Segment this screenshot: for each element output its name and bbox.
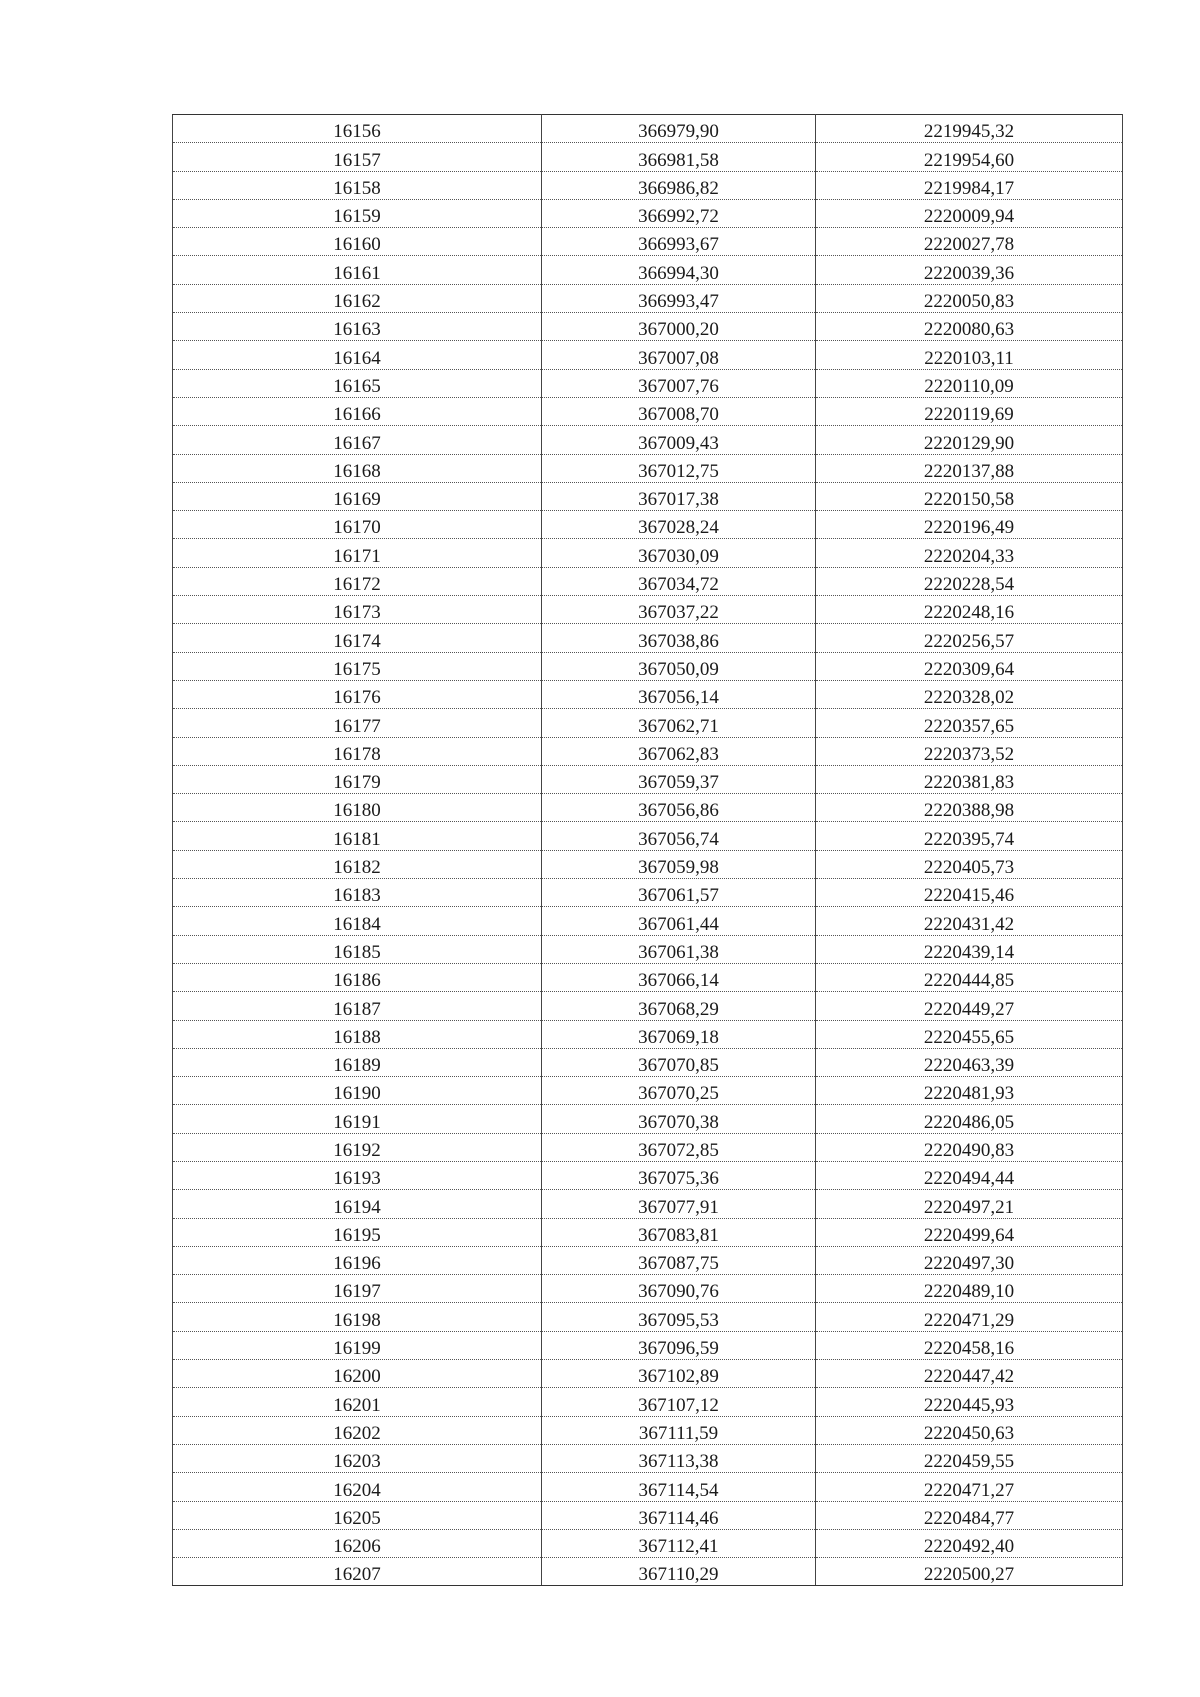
x-coordinate-cell: 367069,18 <box>542 1020 816 1048</box>
table-row <box>173 596 1123 624</box>
table-row <box>173 1161 1123 1189</box>
point-number-cell: 16171 <box>173 539 542 567</box>
x-coordinate-cell: 367068,29 <box>542 992 816 1020</box>
point-number-cell: 16168 <box>173 454 542 482</box>
y-coordinate-cell: 2220431,42 <box>816 907 1123 935</box>
table-row <box>173 1303 1123 1331</box>
point-number-cell: 16179 <box>173 765 542 793</box>
y-coordinate-cell: 2220248,16 <box>816 596 1123 624</box>
point-number-cell: 16198 <box>173 1303 542 1331</box>
y-coordinate-cell: 2220050,83 <box>816 284 1123 312</box>
point-number-cell: 16204 <box>173 1473 542 1501</box>
y-coordinate-cell: 2220490,83 <box>816 1133 1123 1161</box>
x-coordinate-cell: 367090,76 <box>542 1275 816 1303</box>
y-coordinate-cell: 2220494,44 <box>816 1161 1123 1189</box>
x-coordinate-cell: 367095,53 <box>542 1303 816 1331</box>
table-row <box>173 1048 1123 1076</box>
point-number-cell: 16174 <box>173 624 542 652</box>
x-coordinate-cell: 367038,86 <box>542 624 816 652</box>
x-coordinate-cell: 367070,38 <box>542 1105 816 1133</box>
point-number-cell: 16194 <box>173 1190 542 1218</box>
point-number-cell: 16182 <box>173 850 542 878</box>
table-row <box>173 1388 1123 1416</box>
y-coordinate-cell: 2219945,32 <box>816 115 1123 143</box>
table-row <box>173 115 1123 143</box>
x-coordinate-cell: 367037,22 <box>542 596 816 624</box>
x-coordinate-cell: 366986,82 <box>542 171 816 199</box>
y-coordinate-cell: 2220137,88 <box>816 454 1123 482</box>
y-coordinate-cell: 2220309,64 <box>816 652 1123 680</box>
x-coordinate-cell: 367096,59 <box>542 1331 816 1359</box>
x-coordinate-cell: 367061,57 <box>542 879 816 907</box>
table-row <box>173 907 1123 935</box>
y-coordinate-cell: 2220110,09 <box>816 369 1123 397</box>
table-row <box>173 709 1123 737</box>
table-row <box>173 765 1123 793</box>
point-number-cell: 16160 <box>173 228 542 256</box>
x-coordinate-cell: 367000,20 <box>542 313 816 341</box>
x-coordinate-cell: 367059,98 <box>542 850 816 878</box>
table-row <box>173 256 1123 284</box>
x-coordinate-cell: 367072,85 <box>542 1133 816 1161</box>
point-number-cell: 16173 <box>173 596 542 624</box>
table-row <box>173 992 1123 1020</box>
y-coordinate-cell: 2220444,85 <box>816 963 1123 991</box>
y-coordinate-cell: 2220481,93 <box>816 1077 1123 1105</box>
y-coordinate-cell: 2220150,58 <box>816 482 1123 510</box>
point-number-cell: 16157 <box>173 143 542 171</box>
y-coordinate-cell: 2220119,69 <box>816 397 1123 425</box>
y-coordinate-cell: 2220471,27 <box>816 1473 1123 1501</box>
table-row <box>173 1558 1123 1586</box>
y-coordinate-cell: 2220492,40 <box>816 1529 1123 1557</box>
y-coordinate-cell: 2220415,46 <box>816 879 1123 907</box>
y-coordinate-cell: 2220489,10 <box>816 1275 1123 1303</box>
table-row <box>173 935 1123 963</box>
table-row <box>173 624 1123 652</box>
x-coordinate-cell: 367077,91 <box>542 1190 816 1218</box>
table-row <box>173 1416 1123 1444</box>
y-coordinate-cell: 2220447,42 <box>816 1360 1123 1388</box>
x-coordinate-cell: 367012,75 <box>542 454 816 482</box>
y-coordinate-cell: 2220497,30 <box>816 1246 1123 1274</box>
x-coordinate-cell: 367062,71 <box>542 709 816 737</box>
point-number-cell: 16170 <box>173 511 542 539</box>
x-coordinate-cell: 367007,08 <box>542 341 816 369</box>
table-row <box>173 1246 1123 1274</box>
table-row <box>173 426 1123 454</box>
table-row <box>173 1020 1123 1048</box>
y-coordinate-cell: 2220455,65 <box>816 1020 1123 1048</box>
x-coordinate-cell: 367070,25 <box>542 1077 816 1105</box>
x-coordinate-cell: 367061,44 <box>542 907 816 935</box>
x-coordinate-cell: 367087,75 <box>542 1246 816 1274</box>
y-coordinate-cell: 2220388,98 <box>816 794 1123 822</box>
y-coordinate-cell: 2219984,17 <box>816 171 1123 199</box>
x-coordinate-cell: 367113,38 <box>542 1444 816 1472</box>
point-number-cell: 16201 <box>173 1388 542 1416</box>
table-row <box>173 794 1123 822</box>
table-row <box>173 737 1123 765</box>
point-number-cell: 16161 <box>173 256 542 284</box>
y-coordinate-cell: 2220395,74 <box>816 822 1123 850</box>
point-number-cell: 16183 <box>173 879 542 907</box>
point-number-cell: 16186 <box>173 963 542 991</box>
point-number-cell: 16158 <box>173 171 542 199</box>
point-number-cell: 16163 <box>173 313 542 341</box>
x-coordinate-cell: 367112,41 <box>542 1529 816 1557</box>
table-row <box>173 1473 1123 1501</box>
y-coordinate-cell: 2220204,33 <box>816 539 1123 567</box>
table-row <box>173 1275 1123 1303</box>
x-coordinate-cell: 366992,72 <box>542 199 816 227</box>
table-row <box>173 539 1123 567</box>
table-row <box>173 1529 1123 1557</box>
y-coordinate-cell: 2220484,77 <box>816 1501 1123 1529</box>
table-row <box>173 228 1123 256</box>
x-coordinate-cell: 366979,90 <box>542 115 816 143</box>
point-number-cell: 16207 <box>173 1558 542 1586</box>
x-coordinate-cell: 367017,38 <box>542 482 816 510</box>
point-number-cell: 16190 <box>173 1077 542 1105</box>
point-number-cell: 16172 <box>173 567 542 595</box>
table-row <box>173 1444 1123 1472</box>
y-coordinate-cell: 2220009,94 <box>816 199 1123 227</box>
x-coordinate-cell: 366993,47 <box>542 284 816 312</box>
point-number-cell: 16178 <box>173 737 542 765</box>
x-coordinate-cell: 367059,37 <box>542 765 816 793</box>
point-number-cell: 16162 <box>173 284 542 312</box>
y-coordinate-cell: 2220357,65 <box>816 709 1123 737</box>
y-coordinate-cell: 2220499,64 <box>816 1218 1123 1246</box>
y-coordinate-cell: 2220439,14 <box>816 935 1123 963</box>
x-coordinate-cell: 367070,85 <box>542 1048 816 1076</box>
table-row <box>173 454 1123 482</box>
x-coordinate-cell: 367050,09 <box>542 652 816 680</box>
table-row <box>173 1501 1123 1529</box>
coordinates-table-body <box>173 115 1123 1586</box>
table-row <box>173 1190 1123 1218</box>
y-coordinate-cell: 2220458,16 <box>816 1331 1123 1359</box>
table-row <box>173 511 1123 539</box>
y-coordinate-cell: 2220328,02 <box>816 680 1123 708</box>
x-coordinate-cell: 367110,29 <box>542 1558 816 1586</box>
y-coordinate-cell: 2220486,05 <box>816 1105 1123 1133</box>
point-number-cell: 16159 <box>173 199 542 227</box>
table-row <box>173 143 1123 171</box>
point-number-cell: 16167 <box>173 426 542 454</box>
table-row <box>173 397 1123 425</box>
x-coordinate-cell: 366981,58 <box>542 143 816 171</box>
y-coordinate-cell: 2220256,57 <box>816 624 1123 652</box>
point-number-cell: 16164 <box>173 341 542 369</box>
y-coordinate-cell: 2219954,60 <box>816 143 1123 171</box>
x-coordinate-cell: 367066,14 <box>542 963 816 991</box>
y-coordinate-cell: 2220381,83 <box>816 765 1123 793</box>
y-coordinate-cell: 2220027,78 <box>816 228 1123 256</box>
point-number-cell: 16203 <box>173 1444 542 1472</box>
table-row <box>173 199 1123 227</box>
point-number-cell: 16189 <box>173 1048 542 1076</box>
x-coordinate-cell: 366994,30 <box>542 256 816 284</box>
y-coordinate-cell: 2220449,27 <box>816 992 1123 1020</box>
y-coordinate-cell: 2220471,29 <box>816 1303 1123 1331</box>
point-number-cell: 16205 <box>173 1501 542 1529</box>
y-coordinate-cell: 2220080,63 <box>816 313 1123 341</box>
table-row <box>173 171 1123 199</box>
x-coordinate-cell: 367075,36 <box>542 1161 816 1189</box>
point-number-cell: 16181 <box>173 822 542 850</box>
point-number-cell: 16196 <box>173 1246 542 1274</box>
x-coordinate-cell: 367062,83 <box>542 737 816 765</box>
table-row <box>173 369 1123 397</box>
x-coordinate-cell: 367056,86 <box>542 794 816 822</box>
point-number-cell: 16195 <box>173 1218 542 1246</box>
x-coordinate-cell: 367034,72 <box>542 567 816 595</box>
y-coordinate-cell: 2220129,90 <box>816 426 1123 454</box>
x-coordinate-cell: 367008,70 <box>542 397 816 425</box>
x-coordinate-cell: 367030,09 <box>542 539 816 567</box>
y-coordinate-cell: 2220463,39 <box>816 1048 1123 1076</box>
table-row <box>173 1133 1123 1161</box>
point-number-cell: 16156 <box>173 115 542 143</box>
y-coordinate-cell: 2220450,63 <box>816 1416 1123 1444</box>
x-coordinate-cell: 367114,54 <box>542 1473 816 1501</box>
table-row <box>173 313 1123 341</box>
y-coordinate-cell: 2220039,36 <box>816 256 1123 284</box>
y-coordinate-cell: 2220405,73 <box>816 850 1123 878</box>
y-coordinate-cell: 2220196,49 <box>816 511 1123 539</box>
table-row <box>173 1360 1123 1388</box>
point-number-cell: 16165 <box>173 369 542 397</box>
y-coordinate-cell: 2220103,11 <box>816 341 1123 369</box>
point-number-cell: 16206 <box>173 1529 542 1557</box>
x-coordinate-cell: 367102,89 <box>542 1360 816 1388</box>
x-coordinate-cell: 367056,14 <box>542 680 816 708</box>
table-row <box>173 879 1123 907</box>
point-number-cell: 16199 <box>173 1331 542 1359</box>
table-row <box>173 850 1123 878</box>
table-row <box>173 680 1123 708</box>
point-number-cell: 16187 <box>173 992 542 1020</box>
y-coordinate-cell: 2220500,27 <box>816 1558 1123 1586</box>
table-row <box>173 1077 1123 1105</box>
table-row <box>173 1331 1123 1359</box>
x-coordinate-cell: 367028,24 <box>542 511 816 539</box>
point-number-cell: 16176 <box>173 680 542 708</box>
point-number-cell: 16169 <box>173 482 542 510</box>
point-number-cell: 16193 <box>173 1161 542 1189</box>
table-row <box>173 1218 1123 1246</box>
point-number-cell: 16166 <box>173 397 542 425</box>
point-number-cell: 16191 <box>173 1105 542 1133</box>
x-coordinate-cell: 367114,46 <box>542 1501 816 1529</box>
point-number-cell: 16177 <box>173 709 542 737</box>
table-row <box>173 284 1123 312</box>
x-coordinate-cell: 367111,59 <box>542 1416 816 1444</box>
point-number-cell: 16202 <box>173 1416 542 1444</box>
table-row <box>173 482 1123 510</box>
table-row <box>173 652 1123 680</box>
y-coordinate-cell: 2220228,54 <box>816 567 1123 595</box>
table-row <box>173 341 1123 369</box>
x-coordinate-cell: 367083,81 <box>542 1218 816 1246</box>
table-row <box>173 822 1123 850</box>
x-coordinate-cell: 367061,38 <box>542 935 816 963</box>
coordinates-table <box>172 114 1123 1586</box>
x-coordinate-cell: 367107,12 <box>542 1388 816 1416</box>
point-number-cell: 16200 <box>173 1360 542 1388</box>
point-number-cell: 16180 <box>173 794 542 822</box>
table-row <box>173 1105 1123 1133</box>
point-number-cell: 16188 <box>173 1020 542 1048</box>
table-row <box>173 963 1123 991</box>
point-number-cell: 16185 <box>173 935 542 963</box>
x-coordinate-cell: 367009,43 <box>542 426 816 454</box>
point-number-cell: 16175 <box>173 652 542 680</box>
table-row <box>173 567 1123 595</box>
y-coordinate-cell: 2220459,55 <box>816 1444 1123 1472</box>
x-coordinate-cell: 367056,74 <box>542 822 816 850</box>
x-coordinate-cell: 366993,67 <box>542 228 816 256</box>
y-coordinate-cell: 2220373,52 <box>816 737 1123 765</box>
point-number-cell: 16197 <box>173 1275 542 1303</box>
point-number-cell: 16192 <box>173 1133 542 1161</box>
y-coordinate-cell: 2220445,93 <box>816 1388 1123 1416</box>
x-coordinate-cell: 367007,76 <box>542 369 816 397</box>
y-coordinate-cell: 2220497,21 <box>816 1190 1123 1218</box>
point-number-cell: 16184 <box>173 907 542 935</box>
